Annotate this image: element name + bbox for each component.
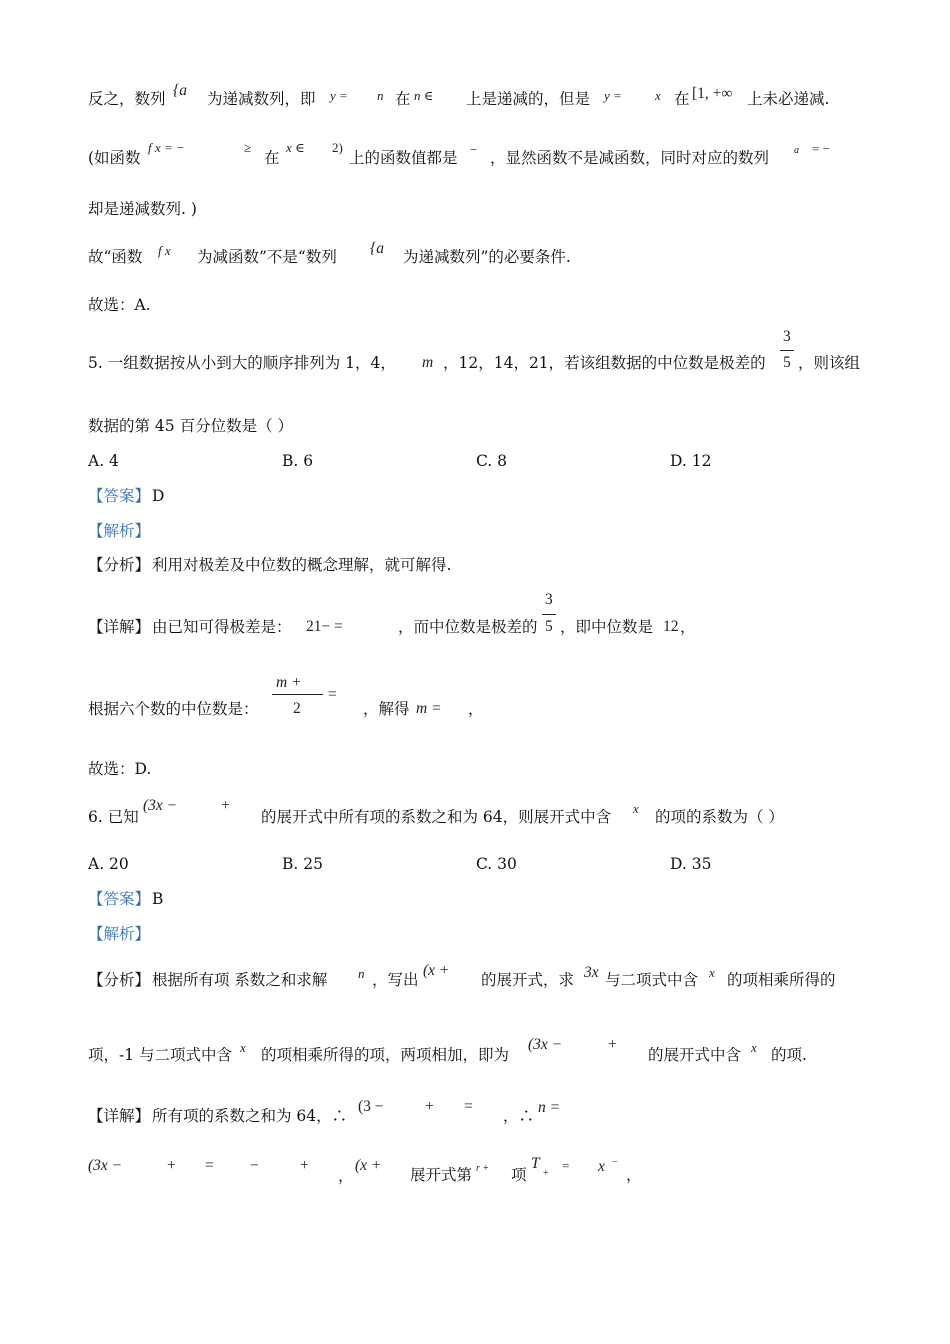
math: a xyxy=(794,145,799,156)
fraction-denominator: 5 xyxy=(783,354,791,371)
math: (3x − xyxy=(88,1157,123,1174)
xiangjie-tag: 【详解】 xyxy=(88,618,151,636)
fenxi-text: 利用对极差及中位数的概念理解，就可解得. xyxy=(152,556,452,574)
option-d: D. 12 xyxy=(670,452,712,470)
math: = xyxy=(562,1158,570,1173)
text: 反之，数列 xyxy=(88,90,166,108)
answer-value: D xyxy=(152,487,165,505)
math: x xyxy=(709,965,715,980)
text: 的展开式，求 xyxy=(481,971,575,989)
math: + xyxy=(608,1036,617,1053)
text: ，写出 xyxy=(372,971,419,989)
option-a: A. 20 xyxy=(88,855,129,873)
math: (3 − xyxy=(358,1098,384,1115)
text: 故选：A. xyxy=(88,296,151,314)
jiexi-tag: 【解析】 xyxy=(88,925,151,943)
text: 为递减数列，即 xyxy=(207,90,316,108)
math: {a xyxy=(173,82,187,99)
math: − xyxy=(612,1157,618,1168)
xiangjie-tag: 【详解】 xyxy=(88,1107,151,1125)
math: n = xyxy=(538,1099,561,1116)
text: 根据六个数的中位数是： xyxy=(88,700,259,718)
text: ， xyxy=(680,618,696,636)
text: ，即中位数是 xyxy=(560,618,654,636)
text: 上的函数值都是 xyxy=(349,149,458,167)
text: ，12，14，21，若该组数据的中位数是极差的 xyxy=(443,354,766,372)
fenxi-tag: 【分析】 xyxy=(88,556,151,574)
math: {a xyxy=(370,240,384,257)
math: (x + xyxy=(423,962,450,979)
text: 由已知可得极差是： xyxy=(152,618,292,636)
math: T xyxy=(531,1155,540,1172)
text: 所有项的系数之和为 64，∴ xyxy=(152,1107,348,1125)
math: n ∈ xyxy=(414,88,434,103)
math: + xyxy=(221,797,230,814)
text: 5. 一组数据按从小到大的顺序排列为 1，4， xyxy=(88,354,396,372)
text: 却是递减数列. ) xyxy=(88,200,197,218)
answer-tag: 【答案】 xyxy=(88,487,151,505)
text: ， xyxy=(338,1167,354,1185)
option-c: C. 30 xyxy=(476,855,517,873)
fraction-numerator: m + xyxy=(276,674,302,691)
math: x xyxy=(240,1040,246,1055)
math: x xyxy=(633,801,639,816)
math: = xyxy=(328,686,337,703)
math: y = xyxy=(604,88,622,103)
text: 项 xyxy=(511,1166,527,1184)
math: 12 xyxy=(663,618,679,635)
fraction-denominator: 5 xyxy=(545,618,553,635)
option-d: D. 35 xyxy=(670,855,712,873)
math: r + xyxy=(476,1163,490,1174)
text: 在 xyxy=(264,149,280,167)
text: ，显然函数不是减函数，同时对应的数列 xyxy=(490,149,770,167)
text: 数据的第 45 百分位数是（ ） xyxy=(88,417,294,435)
math: m xyxy=(422,354,434,371)
text: ，则该组 xyxy=(798,354,861,372)
text: 为递减数列”的必要条件. xyxy=(403,248,571,266)
math: = xyxy=(205,1157,214,1174)
text: 与二项式中含 xyxy=(605,971,699,989)
math: 2) xyxy=(332,140,343,155)
math: n xyxy=(358,966,365,981)
math: (3x − xyxy=(143,797,178,814)
fraction-denominator: 2 xyxy=(293,700,301,717)
text: 上未必递减. xyxy=(747,90,830,108)
text: 的项相乘所得的项，两项相加，即为 xyxy=(261,1046,510,1064)
text: 故“函数 xyxy=(88,248,143,266)
text: ，而中位数是极差的 xyxy=(398,618,538,636)
option-b: B. 25 xyxy=(282,855,323,873)
text: 根据所有项 系数之和求解 xyxy=(152,971,328,989)
text: ，∴ xyxy=(503,1107,535,1125)
math: [1, +∞ xyxy=(692,85,733,102)
answer-tag: 【答案】 xyxy=(88,890,151,908)
math: + xyxy=(167,1157,176,1174)
text: 为减函数”不是“数列 xyxy=(197,248,337,266)
fraction-numerator: 3 xyxy=(545,591,553,608)
fraction-bar xyxy=(542,614,556,615)
math: 21− = xyxy=(306,618,343,635)
math: − xyxy=(250,1157,259,1174)
text: 上是递减的，但是 xyxy=(466,90,591,108)
jiexi-tag: 【解析】 xyxy=(88,522,151,540)
text: 6. 已知 xyxy=(88,808,139,826)
math: y = xyxy=(330,88,348,103)
math: − xyxy=(470,142,478,157)
option-b: B. 6 xyxy=(282,452,314,470)
math: + xyxy=(543,1168,549,1179)
math: (3x − xyxy=(528,1036,563,1053)
text: (如函数 xyxy=(88,149,141,167)
math: f x xyxy=(158,243,171,258)
text: ，解得 xyxy=(363,700,410,718)
fraction-numerator: 3 xyxy=(783,328,791,345)
math: + xyxy=(425,1098,434,1115)
math: ≥ xyxy=(244,140,252,155)
math: + xyxy=(300,1157,309,1174)
fraction-bar xyxy=(272,694,323,695)
option-a: A. 4 xyxy=(88,452,119,470)
math: x xyxy=(655,88,661,103)
text: 的项相乘所得的 xyxy=(727,971,836,989)
text: 故选：D. xyxy=(88,760,152,778)
fraction-bar xyxy=(780,350,794,351)
math: m = xyxy=(416,700,442,717)
math: x xyxy=(751,1040,757,1055)
text: 在 xyxy=(674,90,690,108)
math: f x = − xyxy=(148,140,185,155)
fenxi-tag: 【分析】 xyxy=(88,971,151,989)
math: = xyxy=(464,1098,473,1115)
text: 的展开式中所有项的系数之和为 64，则展开式中含 xyxy=(261,808,612,826)
option-c: C. 8 xyxy=(476,452,508,470)
text: 的展开式中含 xyxy=(648,1046,742,1064)
math: (x + xyxy=(355,1157,382,1174)
text: 在 xyxy=(395,90,411,108)
math: = − xyxy=(812,141,830,156)
text: ， xyxy=(468,700,484,718)
text: ， xyxy=(626,1166,642,1184)
text: 项，-1 与二项式中含 xyxy=(88,1046,233,1064)
math: x xyxy=(598,1158,605,1175)
math: n xyxy=(377,88,384,103)
math: x ∈ xyxy=(286,140,305,155)
text: 的项的系数为（ ） xyxy=(655,808,784,826)
math: 3x xyxy=(584,964,599,981)
text: 展开式第 xyxy=(410,1166,473,1184)
text: 的项. xyxy=(771,1046,807,1064)
answer-value: B xyxy=(152,890,164,908)
